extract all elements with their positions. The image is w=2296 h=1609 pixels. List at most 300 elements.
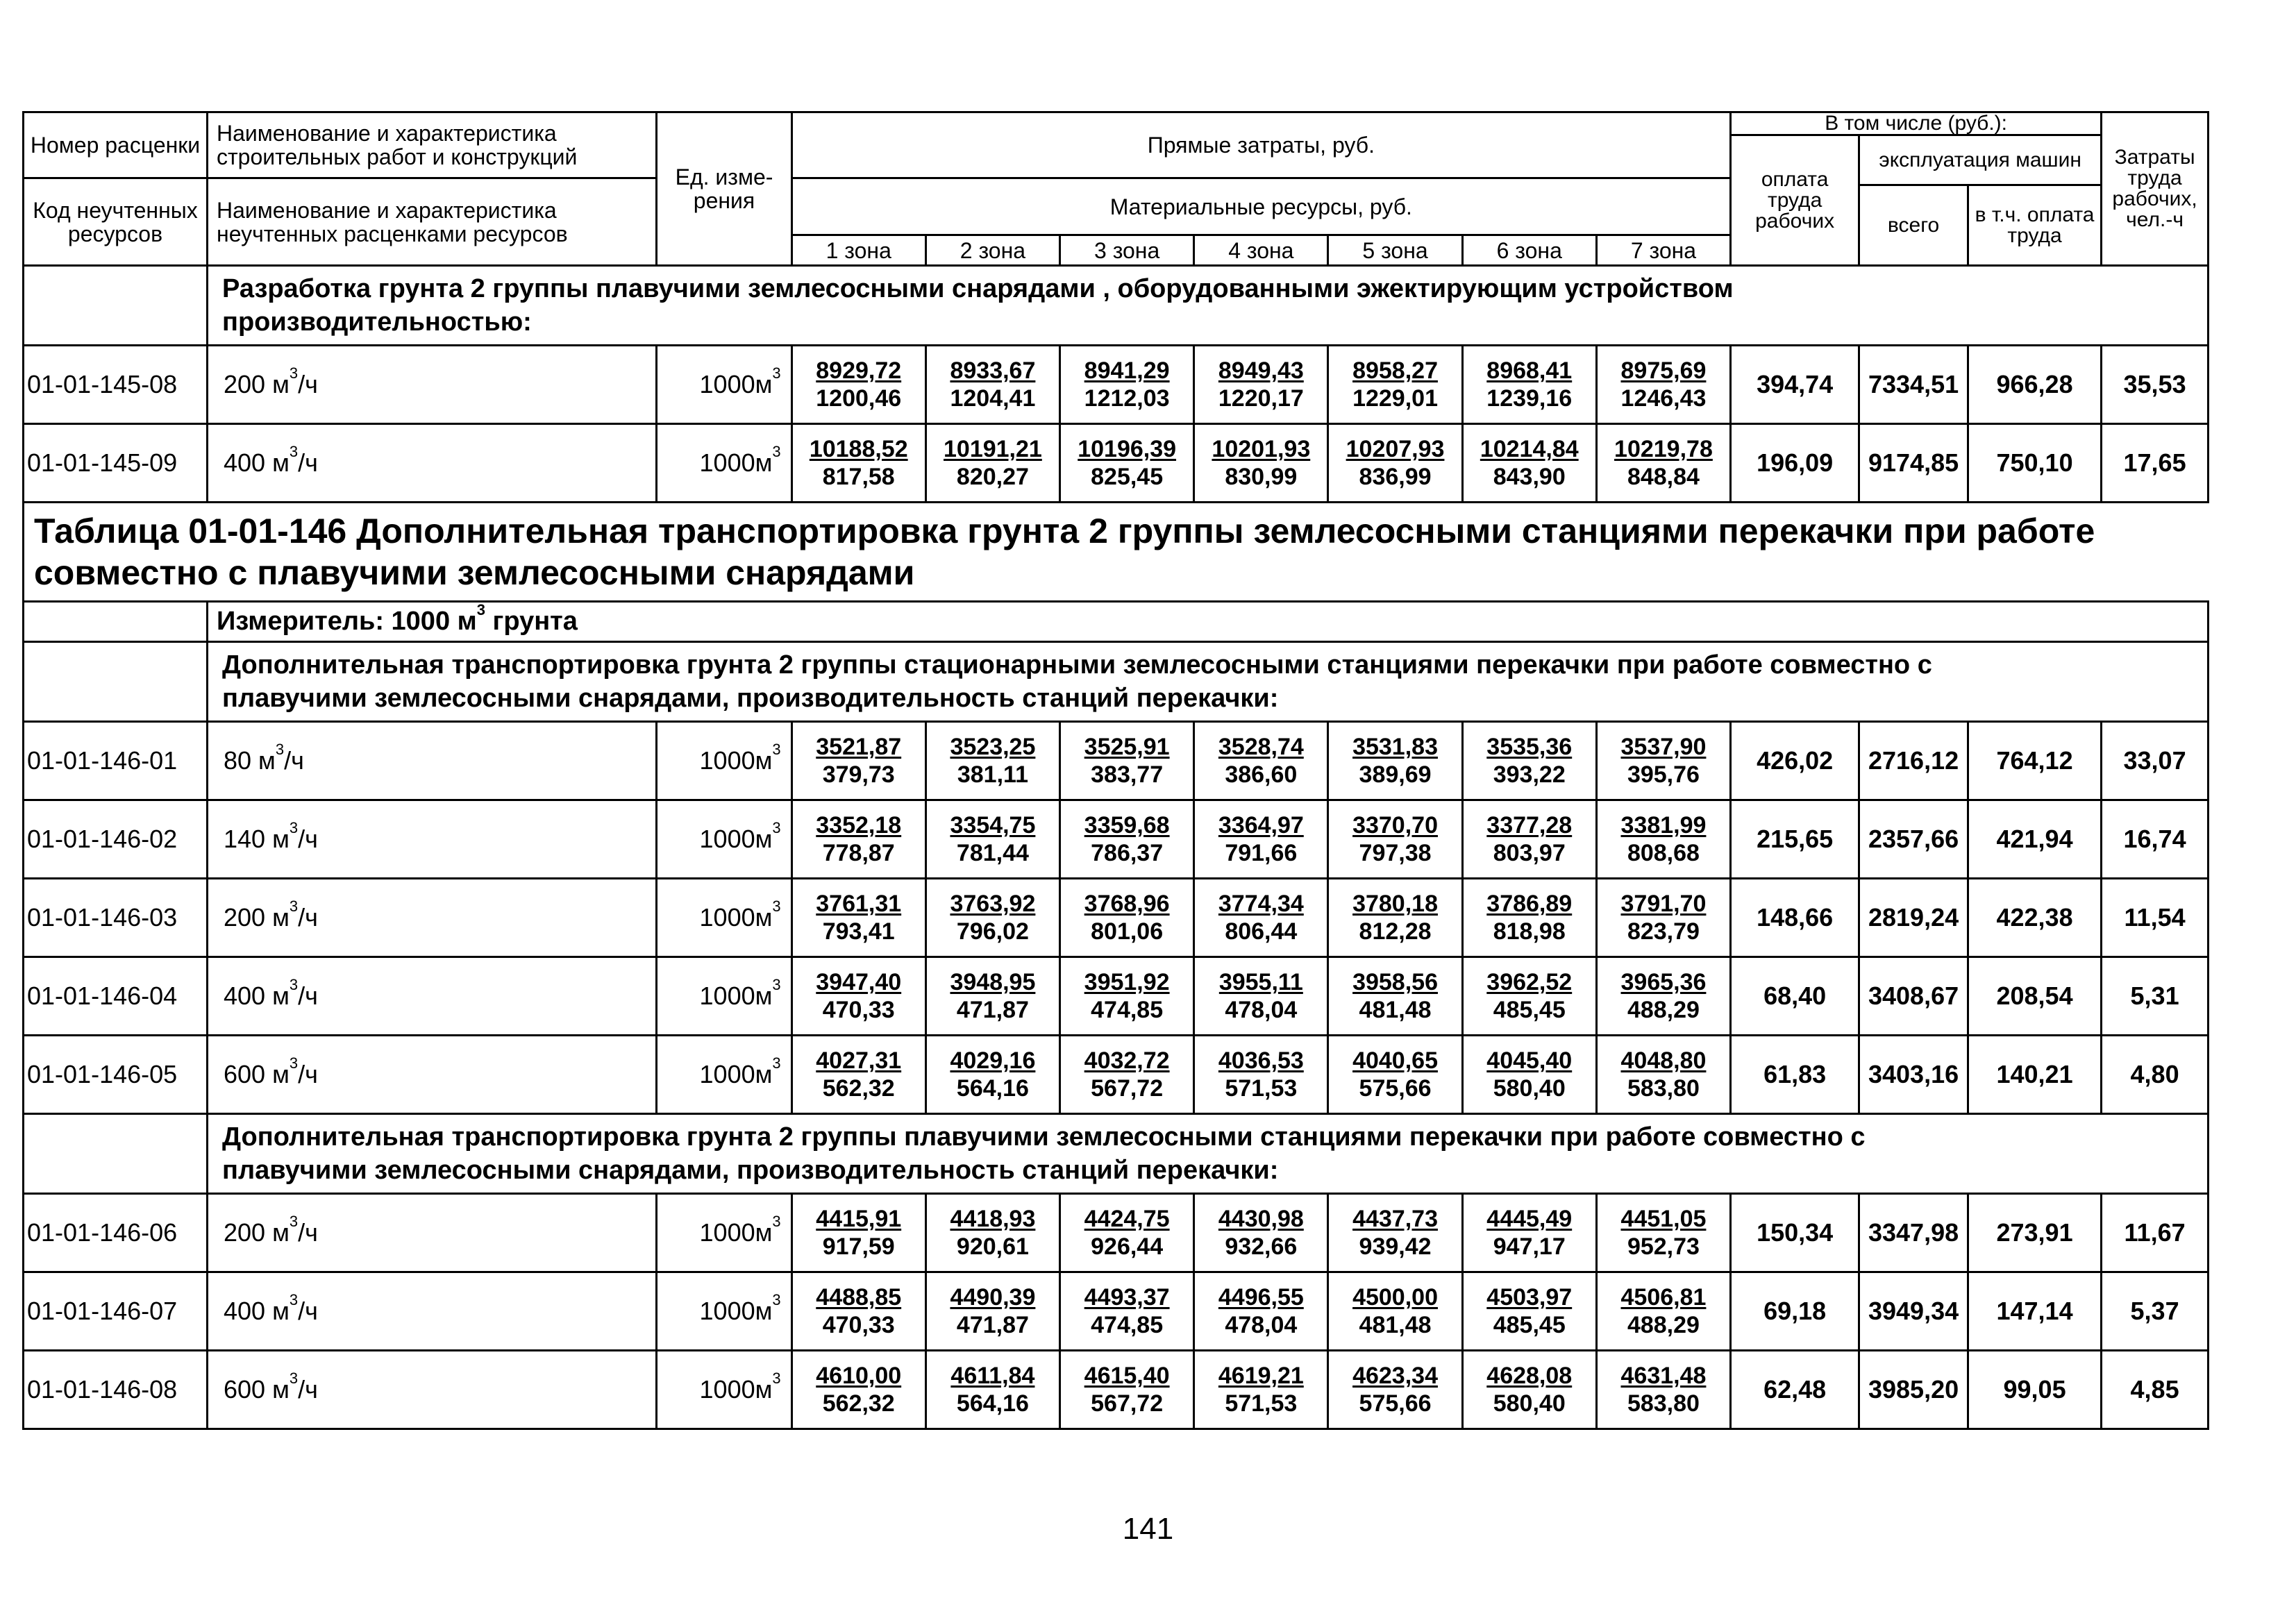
- cubic-sup: 3: [772, 741, 781, 758]
- header-resource-name: Наименование и характеристика неучтенных расценками ресурсов: [208, 178, 657, 266]
- capacity-suffix: /ч: [284, 746, 304, 775]
- capacity-value: 400 м: [224, 1297, 290, 1325]
- table-row: [24, 1036, 2209, 1114]
- cost-fraction: [1218, 1047, 1304, 1102]
- zone-3-cost: [1060, 1272, 1194, 1351]
- cost-fraction: [1346, 435, 1445, 491]
- rate-code: 01-01-146-05: [24, 1036, 208, 1114]
- direct-cost: 4506,81: [1620, 1284, 1707, 1311]
- unit-value: 1000м: [699, 1218, 773, 1247]
- section-3-code-blank: [24, 1114, 208, 1194]
- table-row: [24, 424, 2209, 503]
- material-cost: 793,41: [822, 918, 895, 945]
- zone-7-cost: [1596, 1036, 1730, 1114]
- material-cost: 567,72: [1091, 1390, 1164, 1417]
- machines-total: 3408,67: [1859, 957, 1968, 1036]
- cubic-sup: 3: [772, 364, 781, 382]
- header-zone-5: 5 зона: [1328, 235, 1462, 266]
- header-zone-4: 4 зона: [1194, 235, 1328, 266]
- cost-fraction: [1486, 1047, 1572, 1102]
- direct-cost: 10219,78: [1614, 436, 1713, 462]
- material-cost: 470,33: [822, 1312, 895, 1338]
- machines-total: 3403,16: [1859, 1036, 1968, 1114]
- header-work-name: Наименование и характеристика строительных работ и конструкций: [208, 112, 657, 178]
- header-direct-costs: Прямые затраты, руб.: [791, 112, 1730, 178]
- machines-labor: 764,12: [1968, 722, 2101, 800]
- labor-hours: 16,74: [2102, 800, 2209, 879]
- cost-fraction: [1352, 1362, 1438, 1417]
- cubic-sup: 3: [289, 1054, 299, 1072]
- material-cost: 393,22: [1493, 761, 1566, 788]
- cost-fraction: [1212, 435, 1310, 491]
- material-cost: 474,85: [1091, 997, 1164, 1023]
- machines-labor: 273,91: [1968, 1194, 2101, 1272]
- cubic-sup: 3: [289, 1213, 299, 1230]
- cost-fraction: [1621, 890, 1707, 945]
- direct-cost: 3947,40: [816, 969, 902, 995]
- cost-fraction: [816, 1362, 901, 1417]
- material-cost: 817,58: [822, 464, 895, 490]
- direct-cost: 10207,93: [1346, 436, 1445, 462]
- machines-total: 2716,12: [1859, 722, 1968, 800]
- cost-fraction: [1621, 968, 1707, 1024]
- zone-4-cost: [1194, 1351, 1328, 1429]
- zone-7-cost: [1596, 957, 1730, 1036]
- cost-fraction: [1614, 435, 1713, 491]
- direct-cost: 4415,91: [816, 1206, 902, 1232]
- zone-5-cost: [1328, 1036, 1462, 1114]
- header-machines-labor: в т.ч. оплата труда: [1968, 185, 2101, 266]
- material-cost: 383,77: [1091, 761, 1164, 788]
- table-row: [24, 722, 2209, 800]
- cubic-sup: 3: [289, 898, 299, 915]
- cost-fraction: [950, 1205, 1035, 1261]
- material-cost: 796,02: [956, 918, 1029, 945]
- material-cost: 1212,03: [1084, 385, 1170, 412]
- cost-fraction: [1621, 811, 1707, 867]
- labor-pay: 150,34: [1731, 1194, 1859, 1272]
- direct-cost: 4418,93: [950, 1206, 1036, 1232]
- material-cost: 947,17: [1493, 1233, 1566, 1260]
- zone-6-cost: [1462, 1351, 1596, 1429]
- material-cost: 583,80: [1627, 1075, 1700, 1102]
- zone-4-cost: [1194, 879, 1328, 957]
- zone-5-cost: [1328, 879, 1462, 957]
- cost-fraction: [1084, 357, 1170, 412]
- unit-value: 1000м: [699, 746, 773, 775]
- table-row: [24, 346, 2209, 424]
- material-cost: 474,85: [1091, 1312, 1164, 1338]
- zone-7-cost: [1596, 1272, 1730, 1351]
- cost-fraction: [1084, 1283, 1170, 1339]
- table-row: [24, 1194, 2209, 1272]
- material-cost: 952,73: [1627, 1233, 1700, 1260]
- cost-fraction: [1486, 1362, 1572, 1417]
- material-cost: 806,44: [1225, 918, 1298, 945]
- direct-cost: 10201,93: [1212, 436, 1311, 462]
- direct-cost: 10191,21: [944, 436, 1042, 462]
- direct-cost: 3535,36: [1486, 734, 1573, 760]
- cost-fraction: [1621, 1205, 1707, 1261]
- direct-cost: 4610,00: [816, 1363, 902, 1389]
- table-row: [24, 1272, 2209, 1351]
- capacity-value: 200 м: [224, 370, 290, 398]
- zone-4-cost: [1194, 722, 1328, 800]
- table-row: [24, 800, 2209, 879]
- direct-cost: 3761,31: [816, 891, 902, 917]
- header-labor-hours: Затраты труда рабочих, чел.-ч: [2102, 112, 2209, 266]
- cost-fraction: [1352, 1047, 1438, 1102]
- zone-2-cost: [925, 424, 1059, 503]
- material-cost: 823,79: [1627, 918, 1700, 945]
- material-cost: 571,53: [1225, 1075, 1298, 1102]
- direct-cost: 10196,39: [1078, 436, 1177, 462]
- cost-fraction: [816, 1047, 901, 1102]
- capacity-suffix: /ч: [298, 1297, 318, 1325]
- unit-value: 1000м: [699, 982, 773, 1010]
- cost-fraction: [816, 811, 901, 867]
- direct-cost: 3958,56: [1352, 969, 1438, 995]
- direct-cost: 8933,67: [950, 357, 1036, 384]
- header-resource-code: Код неучтенных ресурсов: [24, 178, 208, 266]
- direct-cost: 4029,16: [950, 1047, 1036, 1074]
- capacity-suffix: /ч: [298, 370, 318, 398]
- unit: [657, 1194, 791, 1272]
- material-cost: 778,87: [822, 840, 895, 866]
- material-cost: 803,97: [1493, 840, 1566, 866]
- section-1-heading: [208, 266, 2209, 346]
- zone-4-cost: [1194, 346, 1328, 424]
- cubic-sup: 3: [772, 819, 781, 836]
- cubic-sup: 3: [289, 819, 299, 836]
- zone-2-cost: [925, 722, 1059, 800]
- section-2-heading-text: Дополнительная транспортировка грунта 2 группы стационарными землесосными станциями перекачки при работе совместно с: [222, 650, 1932, 680]
- direct-cost: 3948,95: [950, 969, 1036, 995]
- material-cost: 1239,16: [1486, 385, 1573, 412]
- zone-7-cost: [1596, 346, 1730, 424]
- zone-4-cost: [1194, 957, 1328, 1036]
- material-cost: 571,53: [1225, 1390, 1298, 1417]
- direct-cost: 4048,80: [1620, 1047, 1707, 1074]
- labor-pay: 215,65: [1731, 800, 1859, 879]
- material-cost: 386,60: [1225, 761, 1298, 788]
- capacity-value: 600 м: [224, 1060, 290, 1088]
- machines-labor: 208,54: [1968, 957, 2101, 1036]
- zone-6-cost: [1462, 800, 1596, 879]
- material-cost: 917,59: [822, 1233, 895, 1260]
- material-cost: 1200,46: [816, 385, 902, 412]
- labor-hours: 5,37: [2102, 1272, 2209, 1351]
- cost-fraction: [1084, 968, 1170, 1024]
- zone-6-cost: [1462, 1272, 1596, 1351]
- cost-fraction: [1084, 1205, 1170, 1261]
- zone-5-cost: [1328, 346, 1462, 424]
- zone-1-cost: [791, 1194, 925, 1272]
- direct-cost: 3531,83: [1352, 734, 1438, 760]
- unit-value: 1000м: [699, 903, 773, 932]
- cubic-sup: 3: [289, 1370, 299, 1387]
- cost-fraction: [1084, 1362, 1170, 1417]
- zone-5-cost: [1328, 1194, 1462, 1272]
- direct-cost: 3768,96: [1084, 891, 1170, 917]
- zone-4-cost: [1194, 424, 1328, 503]
- direct-cost: 3523,25: [950, 734, 1036, 760]
- measure-unit: [208, 602, 2209, 642]
- zone-4-cost: [1194, 1272, 1328, 1351]
- cost-fraction: [1084, 890, 1170, 945]
- direct-cost: 3354,75: [950, 812, 1036, 839]
- cubic-sup: 3: [772, 1213, 781, 1230]
- rate-code: 01-01-145-08: [24, 346, 208, 424]
- cost-fraction: [1352, 733, 1438, 789]
- cost-fraction: [1084, 733, 1170, 789]
- cost-fraction: [816, 968, 901, 1024]
- direct-cost: 4615,40: [1084, 1363, 1170, 1389]
- direct-cost: 10188,52: [809, 436, 908, 462]
- cost-fraction: [816, 733, 901, 789]
- material-cost: 567,72: [1091, 1075, 1164, 1102]
- direct-cost: 4631,48: [1620, 1363, 1707, 1389]
- material-cost: 820,27: [956, 464, 1029, 490]
- direct-cost: 8958,27: [1352, 357, 1438, 384]
- direct-cost: 4611,84: [950, 1363, 1035, 1389]
- table-title: Таблица 01-01-146 Дополнительная транспортировка грунта 2 группы землесосными станциями перекачки при работе совместно с плавучими землесосными снарядами: [24, 503, 2209, 602]
- labor-hours: 33,07: [2102, 722, 2209, 800]
- zone-6-cost: [1462, 957, 1596, 1036]
- machines-total: 2357,66: [1859, 800, 1968, 879]
- zone-1-cost: [791, 1351, 925, 1429]
- cost-fraction: [1218, 357, 1304, 412]
- cost-fraction: [950, 1047, 1035, 1102]
- cubic-sup: 3: [772, 1370, 781, 1387]
- header-unit: Ед. изме-рения: [657, 112, 791, 266]
- zone-3-cost: [1060, 346, 1194, 424]
- rate-code: 01-01-145-09: [24, 424, 208, 503]
- material-cost: 926,44: [1091, 1233, 1164, 1260]
- section-2-code-blank: [24, 642, 208, 722]
- cost-fraction: [944, 435, 1042, 491]
- capacity-suffix: /ч: [298, 903, 318, 932]
- material-cost: 1229,01: [1352, 385, 1438, 412]
- cost-fraction: [816, 890, 901, 945]
- cubic-sup: 3: [289, 1291, 299, 1308]
- machines-total: 2819,24: [1859, 879, 1968, 957]
- labor-pay: 426,02: [1731, 722, 1859, 800]
- zone-2-cost: [925, 957, 1059, 1036]
- direct-cost: 4619,21: [1218, 1363, 1304, 1389]
- labor-hours: 35,53: [2102, 346, 2209, 424]
- zone-5-cost: [1328, 800, 1462, 879]
- direct-cost: 4040,65: [1352, 1047, 1438, 1074]
- capacity-suffix: /ч: [298, 825, 318, 853]
- zone-5-cost: [1328, 957, 1462, 1036]
- header-labor-pay: оплата труда рабочих: [1731, 135, 1859, 266]
- labor-hours: 11,67: [2102, 1194, 2209, 1272]
- capacity-value: 200 м: [224, 903, 290, 932]
- material-cost: 485,45: [1493, 997, 1566, 1023]
- unit: [657, 346, 791, 424]
- cost-fraction: [1486, 968, 1572, 1024]
- material-cost: 575,66: [1359, 1390, 1432, 1417]
- labor-hours: 4,85: [2102, 1351, 2209, 1429]
- zone-3-cost: [1060, 1036, 1194, 1114]
- price-table-document: [22, 111, 2209, 1430]
- rate-code: 01-01-146-07: [24, 1272, 208, 1351]
- work-capacity: [208, 957, 657, 1036]
- work-capacity: [208, 800, 657, 879]
- material-cost: 478,04: [1225, 997, 1298, 1023]
- cost-fraction: [950, 968, 1035, 1024]
- capacity-suffix: /ч: [298, 1375, 318, 1404]
- material-cost: 488,29: [1627, 1312, 1700, 1338]
- unit-value: 1000м: [699, 825, 773, 853]
- direct-cost: 4424,75: [1084, 1206, 1170, 1232]
- labor-pay: 62,48: [1731, 1351, 1859, 1429]
- cubic-sup: 3: [772, 443, 781, 460]
- material-cost: 830,99: [1225, 464, 1298, 490]
- header-including: В том числе (руб.):: [1731, 112, 2102, 135]
- direct-cost: 4496,55: [1218, 1284, 1304, 1311]
- header-zone-6: 6 зона: [1462, 235, 1596, 266]
- machines-labor: 966,28: [1968, 346, 2101, 424]
- direct-cost: 3377,28: [1486, 812, 1573, 839]
- cost-fraction: [1621, 1283, 1707, 1339]
- section-2-heading: [208, 642, 2209, 722]
- cost-fraction: [1621, 1362, 1707, 1417]
- capacity-suffix: /ч: [298, 1218, 318, 1247]
- direct-cost: 3521,87: [816, 734, 902, 760]
- direct-cost: 4500,00: [1352, 1284, 1438, 1311]
- section-3-heading-text-cont: плавучими землесосными снарядами, производительность станций перекачки:: [222, 1156, 1279, 1185]
- direct-cost: 4027,31: [816, 1047, 902, 1074]
- unit: [657, 722, 791, 800]
- capacity-value: 600 м: [224, 1375, 290, 1404]
- work-capacity: [208, 1272, 657, 1351]
- zone-7-cost: [1596, 1194, 1730, 1272]
- zone-1-cost: [791, 1272, 925, 1351]
- direct-cost: 4036,53: [1218, 1047, 1304, 1074]
- zone-1-cost: [791, 722, 925, 800]
- cubic-sup: 3: [289, 976, 299, 993]
- material-cost: 818,98: [1493, 918, 1566, 945]
- header-machines: эксплуатация машин: [1859, 135, 2102, 185]
- cost-fraction: [950, 1362, 1034, 1417]
- material-cost: 808,68: [1627, 840, 1700, 866]
- direct-cost: 3381,99: [1620, 812, 1707, 839]
- rate-code: 01-01-146-06: [24, 1194, 208, 1272]
- rate-code: 01-01-146-02: [24, 800, 208, 879]
- zone-2-cost: [925, 879, 1059, 957]
- zone-4-cost: [1194, 800, 1328, 879]
- direct-cost: 3364,97: [1218, 812, 1304, 839]
- material-cost: 488,29: [1627, 997, 1700, 1023]
- capacity-value: 80 м: [224, 746, 276, 775]
- work-capacity: [208, 1036, 657, 1114]
- zone-1-cost: [791, 879, 925, 957]
- rate-code: 01-01-146-08: [24, 1351, 208, 1429]
- table-row: [24, 957, 2209, 1036]
- labor-hours: 11,54: [2102, 879, 2209, 957]
- material-cost: 481,48: [1359, 997, 1432, 1023]
- capacity-suffix: /ч: [298, 448, 318, 477]
- header-rate-number: Номер расценки: [24, 112, 208, 178]
- machines-labor: 422,38: [1968, 879, 2101, 957]
- rate-code: 01-01-146-04: [24, 957, 208, 1036]
- section-1-code-blank: [24, 266, 208, 346]
- capacity-suffix: /ч: [298, 1060, 318, 1088]
- direct-cost: 3537,90: [1620, 734, 1707, 760]
- zone-2-cost: [925, 800, 1059, 879]
- cost-fraction: [1219, 968, 1303, 1024]
- material-cost: 395,76: [1627, 761, 1700, 788]
- direct-cost: 3525,91: [1084, 734, 1170, 760]
- labor-pay: 68,40: [1731, 957, 1859, 1036]
- machines-total: 3949,34: [1859, 1272, 1968, 1351]
- cost-fraction: [1218, 733, 1304, 789]
- zone-6-cost: [1462, 722, 1596, 800]
- section-1-heading-text: Разработка грунта 2 группы плавучими землесосными снарядами , оборудованными эжектирующим устройством: [222, 274, 1734, 303]
- work-capacity: [208, 1194, 657, 1272]
- direct-cost: 3951,92: [1084, 969, 1170, 995]
- direct-cost: 4032,72: [1084, 1047, 1170, 1074]
- cubic-sup: 3: [772, 1054, 781, 1072]
- cost-fraction: [950, 890, 1035, 945]
- labor-hours: 5,31: [2102, 957, 2209, 1036]
- direct-cost: 4045,40: [1486, 1047, 1573, 1074]
- cost-fraction: [1218, 890, 1304, 945]
- direct-cost: 3763,92: [950, 891, 1036, 917]
- zone-7-cost: [1596, 1351, 1730, 1429]
- machines-total: 3985,20: [1859, 1351, 1968, 1429]
- zone-3-cost: [1060, 424, 1194, 503]
- material-cost: 381,11: [957, 761, 1028, 788]
- material-cost: 564,16: [956, 1075, 1029, 1102]
- unit-value: 1000м: [699, 1297, 773, 1325]
- direct-cost: 4493,37: [1084, 1284, 1170, 1311]
- section-3-heading-text: Дополнительная транспортировка грунта 2 группы плавучими землесосными станциями перекачки при работе совместно с: [222, 1122, 1866, 1152]
- zone-5-cost: [1328, 1272, 1462, 1351]
- machines-total: 7334,51: [1859, 346, 1968, 424]
- cost-fraction: [1218, 1205, 1304, 1261]
- table-row: [24, 879, 2209, 957]
- direct-cost: 4488,85: [816, 1284, 902, 1311]
- cost-fraction: [950, 1283, 1035, 1339]
- cost-fraction: [950, 733, 1035, 789]
- direct-cost: 4451,05: [1620, 1206, 1707, 1232]
- labor-pay: 196,09: [1731, 424, 1859, 503]
- zone-1-cost: [791, 346, 925, 424]
- zone-2-cost: [925, 1194, 1059, 1272]
- zone-3-cost: [1060, 1351, 1194, 1429]
- zone-7-cost: [1596, 424, 1730, 503]
- measure-code-blank: [24, 602, 208, 642]
- capacity-value: 400 м: [224, 982, 290, 1010]
- direct-cost: 4445,49: [1486, 1206, 1573, 1232]
- direct-cost: 8929,72: [816, 357, 902, 384]
- direct-cost: 4490,39: [950, 1284, 1036, 1311]
- machines-labor: 750,10: [1968, 424, 2101, 503]
- unit-value: 1000м: [699, 1375, 773, 1404]
- direct-cost: 3791,70: [1620, 891, 1707, 917]
- cost-fraction: [1084, 811, 1170, 867]
- direct-cost: 3359,68: [1084, 812, 1170, 839]
- work-capacity: [208, 722, 657, 800]
- zone-6-cost: [1462, 424, 1596, 503]
- zone-3-cost: [1060, 800, 1194, 879]
- direct-cost: 10214,84: [1480, 436, 1579, 462]
- material-cost: 389,69: [1359, 761, 1432, 788]
- zone-6-cost: [1462, 879, 1596, 957]
